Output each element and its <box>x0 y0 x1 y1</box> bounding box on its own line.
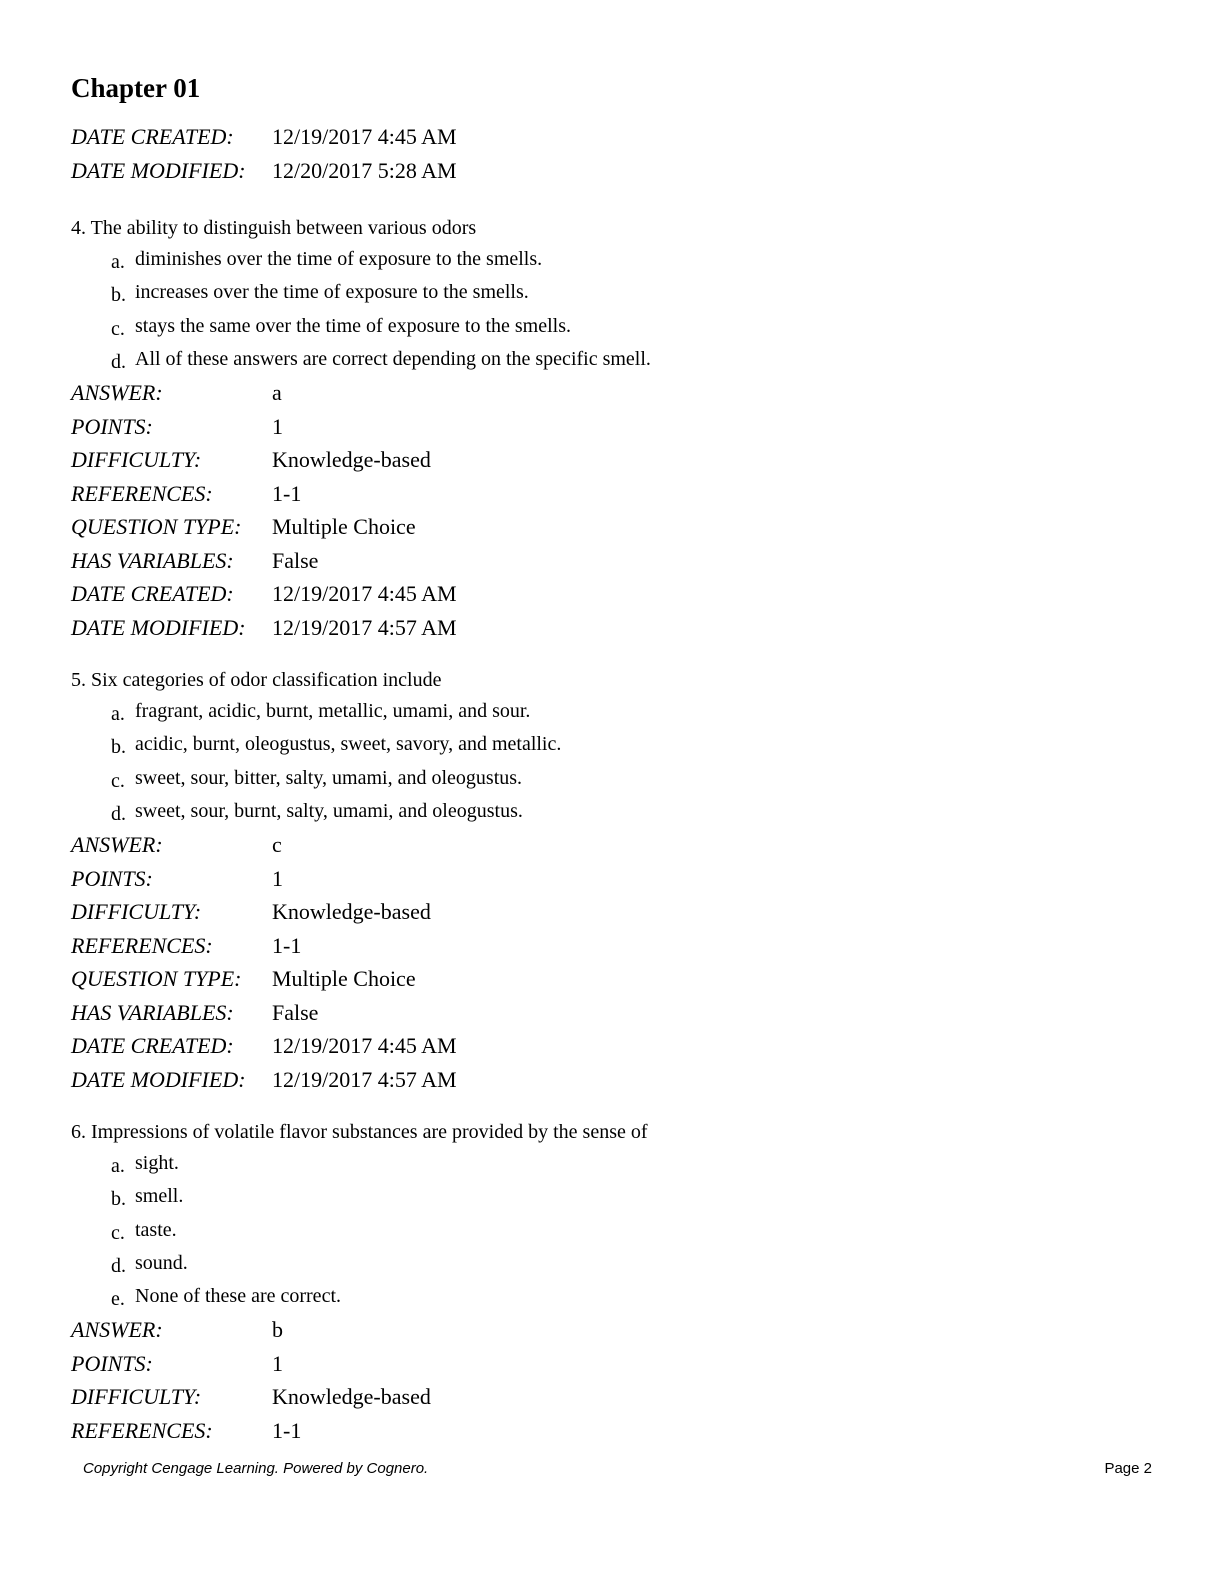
choice-text: increases over the time of exposure to the smells. <box>135 281 529 304</box>
choice-letter: d. <box>111 350 126 373</box>
page-number: Page 2 <box>1104 1460 1152 1477</box>
meta-value: Knowledge-based <box>272 1384 431 1410</box>
meta-label: POINTS: <box>71 413 153 439</box>
meta-value: False <box>272 547 319 573</box>
meta-row <box>71 1380 648 1414</box>
meta-row <box>71 962 561 996</box>
meta-label: HAS VARIABLES: <box>71 547 234 573</box>
meta-label: DATE CREATED: <box>71 124 234 149</box>
question-meta <box>71 1313 648 1447</box>
meta-label: DATE CREATED: <box>71 581 234 607</box>
choice-text: taste. <box>135 1218 177 1241</box>
meta-value: 1-1 <box>272 480 302 506</box>
meta-value: 1-1 <box>272 932 302 958</box>
choice-text: None of these are correct. <box>135 1285 341 1308</box>
footer-copyright: Copyright Cengage Learning. Powered by Cognero. <box>83 1460 429 1477</box>
meta-label: REFERENCES: <box>71 932 213 958</box>
meta-value: 12/19/2017 4:57 AM <box>272 1066 457 1092</box>
meta-row <box>71 510 651 544</box>
choice-item <box>111 310 651 343</box>
meta-row <box>71 577 651 611</box>
choice-letter: a. <box>111 251 125 273</box>
choice-letter: b. <box>111 284 126 307</box>
choice-item <box>111 1214 648 1247</box>
meta-row <box>71 154 457 188</box>
meta-value: Multiple Choice <box>272 514 416 540</box>
choice-text: smell. <box>135 1185 184 1208</box>
meta-label: REFERENCES: <box>71 1417 213 1443</box>
meta-value: Knowledge-based <box>272 447 431 473</box>
meta-label: DIFFICULTY: <box>71 1384 202 1410</box>
meta-value: 12/20/2017 5:28 AM <box>272 157 457 183</box>
choice-item <box>111 1180 648 1213</box>
meta-label: DATE CREATED: <box>71 1033 234 1059</box>
meta-value: 1-1 <box>272 1417 302 1443</box>
meta-row <box>71 895 561 929</box>
choice-text: sweet, sour, burnt, salty, umami, and oleogustus. <box>135 799 523 822</box>
choice-letter: e. <box>111 1288 125 1311</box>
choice-text: sight. <box>135 1152 179 1174</box>
question-5 <box>71 665 561 1096</box>
meta-label: REFERENCES: <box>71 480 213 506</box>
meta-label: QUESTION TYPE: <box>71 514 242 540</box>
meta-label: POINTS: <box>71 1350 153 1376</box>
choice-letter: c. <box>111 769 125 792</box>
meta-value: b <box>272 1317 283 1343</box>
meta-row <box>71 1347 648 1381</box>
meta-value: 12/19/2017 4:45 AM <box>272 1033 457 1059</box>
meta-row <box>71 120 457 154</box>
choice-item <box>111 1147 648 1180</box>
meta-row <box>71 929 561 963</box>
meta-row <box>71 544 651 578</box>
choice-item <box>111 343 651 376</box>
meta-value: 1 <box>272 865 283 891</box>
meta-label: ANSWER: <box>71 380 163 406</box>
choice-item <box>111 695 561 728</box>
meta-row <box>71 1414 648 1448</box>
meta-label: DATE MODIFIED: <box>71 157 246 183</box>
choice-text: fragrant, acidic, burnt, metallic, umami, and sour. <box>135 700 531 722</box>
choice-letter: b. <box>111 736 126 759</box>
meta-value: 12/19/2017 4:57 AM <box>272 614 457 640</box>
meta-value: False <box>272 999 319 1025</box>
choice-letter: a. <box>111 1155 125 1177</box>
meta-row <box>71 862 561 896</box>
question-6 <box>71 1117 648 1447</box>
meta-row <box>71 611 651 645</box>
meta-row <box>71 376 651 410</box>
meta-value: 1 <box>272 1350 283 1376</box>
choice-item <box>111 1247 648 1280</box>
meta-row <box>71 410 651 444</box>
meta-label: DATE MODIFIED: <box>71 614 246 640</box>
choice-item <box>111 762 561 795</box>
meta-value: c <box>272 832 282 858</box>
choice-text: sound. <box>135 1251 188 1274</box>
meta-label: ANSWER: <box>71 832 163 858</box>
choice-text: sweet, sour, bitter, salty, umami, and oleogustus. <box>135 766 523 789</box>
meta-value: 1 <box>272 413 283 439</box>
question-stem: 6. Impressions of volatile flavor substances are provided by the sense of <box>71 1121 648 1143</box>
meta-row <box>71 477 651 511</box>
choice-letter: c. <box>111 317 125 340</box>
meta-value: 12/19/2017 4:45 AM <box>272 581 457 607</box>
meta-label: DIFFICULTY: <box>71 447 202 473</box>
choice-item <box>111 276 651 309</box>
choice-item <box>111 728 561 761</box>
choice-text: diminishes over the time of exposure to the smells. <box>135 248 543 270</box>
choice-item <box>111 243 651 276</box>
question-4 <box>71 213 651 644</box>
choice-letter: d. <box>111 802 126 825</box>
meta-row <box>71 443 651 477</box>
meta-value: a <box>272 380 282 406</box>
meta-row <box>71 1029 561 1063</box>
meta-label: DIFFICULTY: <box>71 899 202 925</box>
meta-value: Multiple Choice <box>272 966 416 992</box>
meta-label: POINTS: <box>71 865 153 891</box>
meta-row <box>71 1313 648 1347</box>
meta-label: QUESTION TYPE: <box>71 966 242 992</box>
choice-list <box>111 1147 648 1313</box>
meta-label: ANSWER: <box>71 1317 163 1343</box>
choice-text: acidic, burnt, oleogustus, sweet, savory, and metallic. <box>135 733 562 756</box>
question-stem: 5. Six categories of odor classification include <box>71 669 442 691</box>
choice-letter: a. <box>111 703 125 725</box>
choice-list <box>111 243 651 376</box>
choice-item <box>111 1280 648 1313</box>
meta-value: Knowledge-based <box>272 899 431 925</box>
question-meta <box>71 828 561 1096</box>
choice-list <box>111 695 561 828</box>
question-meta <box>71 376 651 644</box>
choice-text: stays the same over the time of exposure to the smells. <box>135 314 572 337</box>
meta-row <box>71 828 561 862</box>
question-stem: 4. The ability to distinguish between various odors <box>71 217 477 239</box>
choice-letter: c. <box>111 1221 125 1244</box>
choice-text: All of these answers are correct depending on the specific smell. <box>135 347 651 370</box>
meta-label: DATE MODIFIED: <box>71 1066 246 1092</box>
choice-item <box>111 795 561 828</box>
choice-letter: d. <box>111 1254 126 1277</box>
choice-letter: b. <box>111 1188 126 1211</box>
chapter-title: Chapter 01 <box>71 73 201 103</box>
meta-label: HAS VARIABLES: <box>71 999 234 1025</box>
meta-row <box>71 1063 561 1097</box>
meta-value: 12/19/2017 4:45 AM <box>272 124 457 149</box>
meta-row <box>71 996 561 1030</box>
header-meta <box>71 120 457 187</box>
